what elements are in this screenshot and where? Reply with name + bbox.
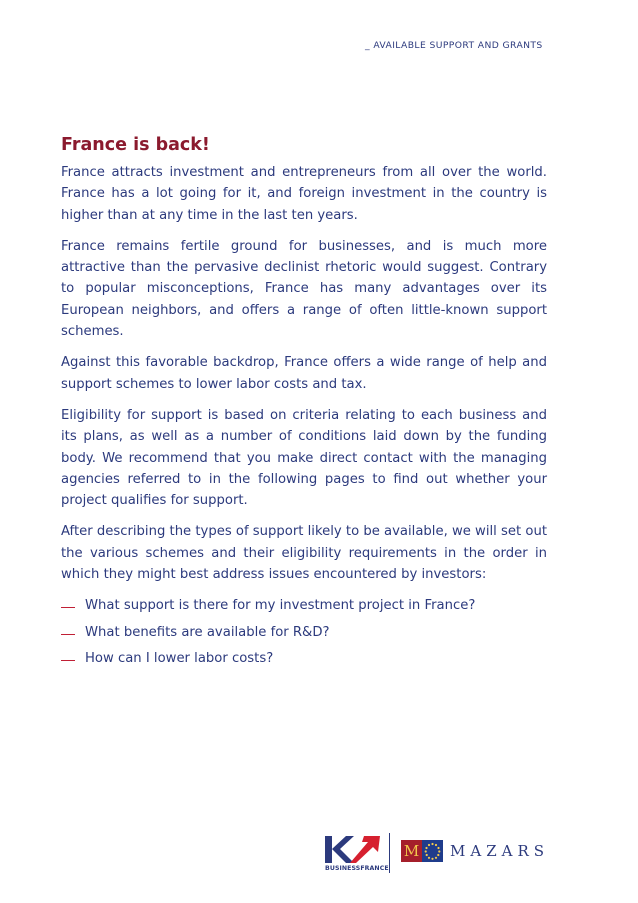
list-item-text: How can I lower labor costs?	[85, 650, 274, 666]
section-header: _ AVAILABLE SUPPORT AND GRANTS	[365, 40, 543, 51]
dash-icon	[61, 607, 75, 608]
footer-logos	[324, 832, 548, 874]
page-title: France is back!	[61, 135, 210, 155]
logo-divider	[389, 833, 390, 873]
list-item	[61, 648, 547, 669]
mazars-wordmark: MAZARS	[450, 842, 550, 860]
main-content	[61, 133, 547, 674]
list-item-text: What support is there for my investment project in France?	[85, 598, 476, 614]
paragraph-2: France remains fertile ground for businesses, and is much more attractive than the pervasive declinist rhetoric would suggest. Contrary to popular misconceptions, France has many advantages over its European neighbors, and offers a range of often little-known support schemes.	[61, 238, 547, 340]
dash-icon	[61, 660, 75, 661]
paragraph-4: Eligibility for support is based on criteria relating to each business and its plans, as well as a number of conditions laid down by the funding body. We recommend that you make direct contact with the managing agencies referred to in the following pages to find out whether your project qualifies for support.	[61, 407, 547, 509]
paragraph-5: After describing the types of support likely to be available, we will set out the various schemes and their eligibility requirements in the order in which they might best address issues encountered by investors:	[61, 524, 547, 583]
mazars-emblem	[401, 840, 443, 862]
businessfrance-wordmark: BUSINESSFRANCE	[325, 865, 389, 872]
dash-icon	[61, 634, 75, 635]
paragraph-1: France attracts investment and entrepreneurs from all over the world. France has a lot going for it, and foreign investment in the country is higher than at any time in the last ten years.	[61, 165, 547, 223]
list-item	[61, 595, 547, 616]
businessfrance-mark-icon	[324, 832, 384, 866]
mazars-initial: M	[401, 840, 422, 862]
paragraph-3: Against this favorable backdrop, France offers a wide range of help and support schemes to lower labor costs and tax.	[61, 355, 547, 392]
list-item-text: What benefits are available for R&D?	[85, 624, 330, 640]
stars-circle-icon	[422, 840, 443, 862]
businessfrance-logo	[324, 832, 389, 874]
list-item	[61, 622, 547, 643]
question-list	[61, 595, 547, 669]
